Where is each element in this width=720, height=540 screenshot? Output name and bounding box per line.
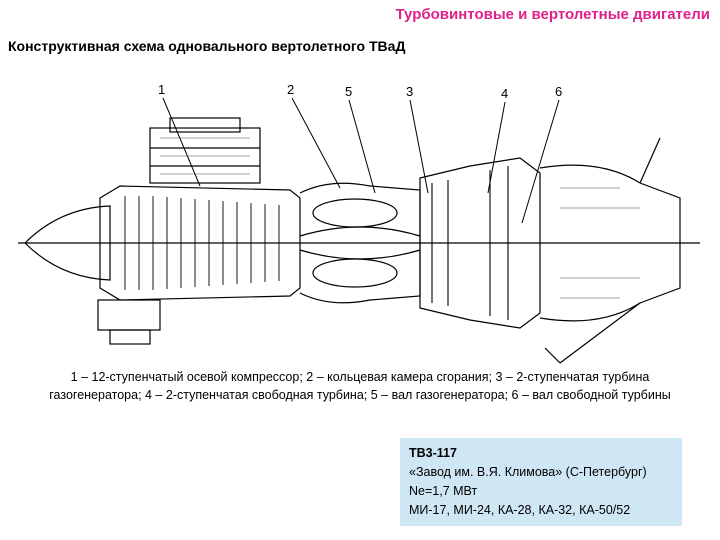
engine-aircraft: МИ-17, МИ-24, КА-28, КА-32, КА-50/52 [409,503,631,517]
callout-1: 1 [158,82,166,97]
caption-line-2: газогенератора; 4 – 2-ступенчатая свободная турбина; 5 – вал газогенератора; 6 – вал свободной турбины [49,388,671,402]
page-subtitle: Конструктивная схема одновального вертолетного ТВаД [8,38,406,54]
leader-lines [163,98,559,223]
engine-outline [18,118,700,363]
callout-2: 2 [287,82,295,97]
callout-6: 6 [555,84,563,99]
header-title: Турбовинтовые и вертолетные двигатели [395,6,710,23]
callout-5: 5 [345,84,353,99]
engine-diagram [0,78,720,368]
callout-4: 4 [501,86,509,101]
engine-info-box [400,438,682,526]
figure-caption [14,368,706,404]
detail-hatching [160,138,640,298]
engine-maker: «Завод им. В.Я. Климова» (С-Петербург) [409,465,647,479]
engine-model: ТВ3-117 [409,446,457,460]
callout-3: 3 [406,84,414,99]
engine-power: Ne=1,7 МВт [409,484,478,498]
caption-line-1: 1 – 12-ступенчатый осевой компрессор; 2 – кольцевая камера сгорания; 3 – 2-ступенчатая турбина [70,370,650,384]
